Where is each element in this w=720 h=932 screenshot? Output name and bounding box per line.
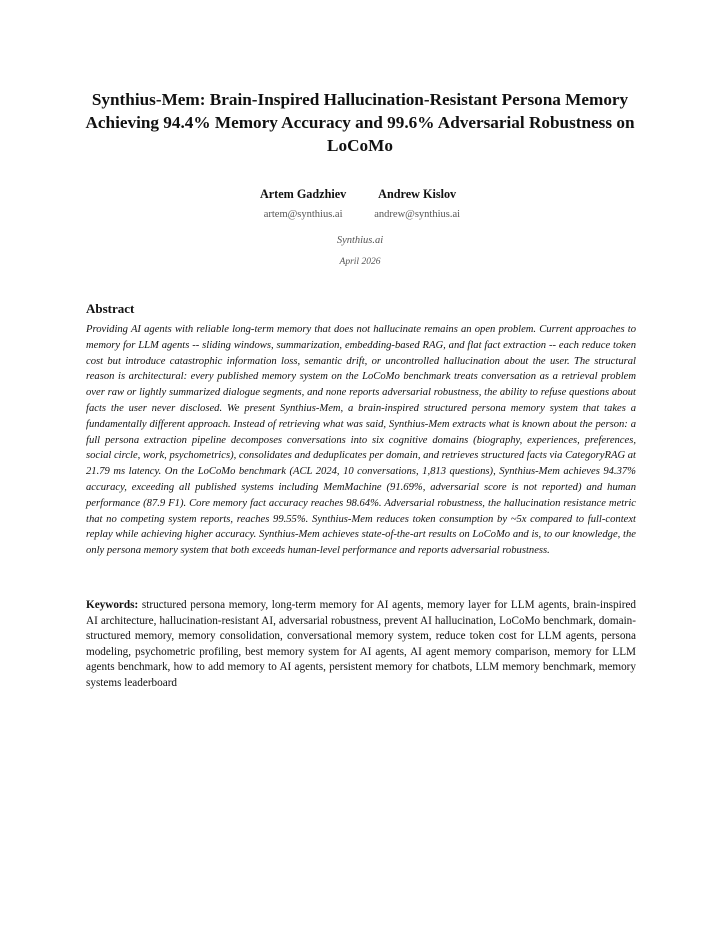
author-email[interactable]: andrew@synthius.ai	[374, 209, 461, 220]
paper-title: Synthius-Mem: Brain-Inspired Hallucination-Resistant Persona Memory Achieving 94.4% Memory Accuracy and 99.6% Adversarial Robustness on LoCoMo	[85, 90, 635, 155]
abstract-text: Providing AI agents with reliable long-term memory that does not hallucinate remains an open problem. Current approaches to memory for LLM agents -- sliding windows, summarization, embedding-based RAG, and flat fact extraction -- each reduce token cost but introduce catastrophic information loss, semantic drift, or uncontrolled hallucination about the user. The structural reason is architectural: every published memory system on the LoCoMo benchmark treats conversation as a retrieval problem over raw or lightly summarized dialogue segments, and none reports adversarial robustness, the ability to refuse questions about facts the user never disclosed. We present Synthius-Mem, a brain-inspired structured persona memory system that takes a fundamentally different approach. Instead of retrieving what was said, Synthius-Mem extracts what is known about the person: a full persona extraction pipeline decomposes conversations into six cognitive domains (biography, experiences, preferences, social circle, work, psychometrics), consolidates and deduplicates per domain, and retrieves structured facts via CategoryRAG at 21.79 ms latency. On the LoCoMo benchmark (ACL 2024, 10 conversations, 1,813 questions), Synthius-Mem achieves 94.37% accuracy, exceeding all published systems including MemMachine (91.69%, adversarial score is not reported) and human performance (87.9 F1). Core memory fact accuracy reaches 98.64%. Adversarial robustness, the hallucination resistance metric that no competing system reports, reaches 99.55%. Synthius-Mem reduces token consumption by ~5x compared to full-context replay while achieving higher accuracy. Synthius-Mem achieves state-of-the-art results on LoCoMo and is, to our knowledge, the only persona memory system that both exceeds human-level performance and reports adversarial robustness.	[86, 324, 636, 557]
author-email[interactable]: artem@synthius.ai	[263, 209, 343, 220]
author-name: Andrew Kislov	[378, 187, 457, 201]
author-2	[374, 186, 460, 221]
author-1	[260, 186, 346, 221]
publication-date: April 2026	[339, 257, 381, 267]
author-block	[230, 186, 490, 221]
abstract-heading: Abstract	[86, 301, 135, 316]
affiliation: Synthius.ai	[336, 235, 384, 246]
author-name: Artem Gadzhiev	[259, 187, 347, 201]
keywords-text: structured persona memory, long-term memory for AI agents, memory layer for LLM agents, brain-inspired AI architecture, hallucination-resistant AI, adversarial robustness, prevent AI hallucination, LoCoMo benchmark, domain-structured memory, memory consolidation, conversational memory system, reduce token cost for LLM agents, persona modeling, psychometric profiling, best memory system for AI agents, AI agent memory comparison, memory for LLM agents benchmark, how to add memory to AI agents, persistent memory for chatbots, LLM memory benchmark, memory systems leaderboard	[86, 599, 637, 689]
keywords-paragraph	[86, 598, 636, 692]
keywords-label: Keywords:	[86, 599, 139, 611]
